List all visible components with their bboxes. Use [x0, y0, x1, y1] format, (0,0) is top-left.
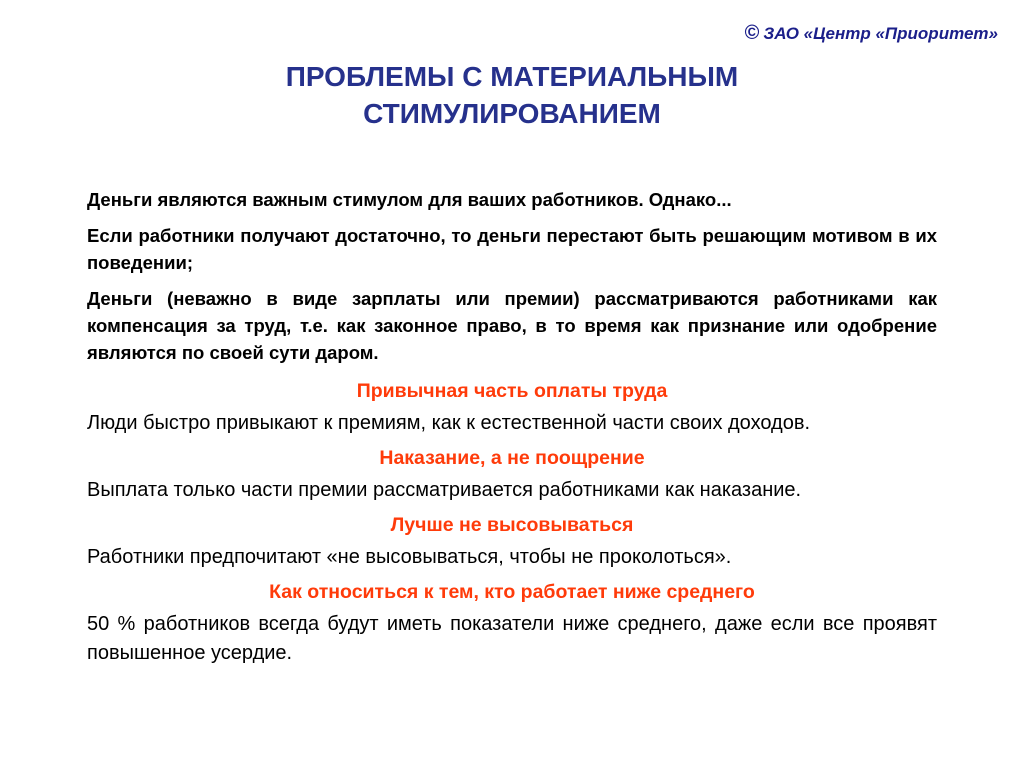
page-title-line-2: СТИМУЛИРОВАНИЕМ: [363, 98, 661, 129]
page-title: [0, 58, 1024, 132]
copyright-notice: [745, 22, 998, 45]
section-heading-below-average: Как относиться к тем, кто работает ниже среднего: [269, 581, 755, 603]
intro-paragraph-1: Деньги являются важным стимулом для ваших работников. Однако...: [87, 189, 732, 210]
section-text-below-average: 50 % работников всегда будут иметь показатели ниже среднего, даже если все проявят повышенное усердие.: [87, 613, 937, 664]
section-heading-habit: Привычная часть оплаты труда: [356, 380, 668, 402]
section-heading-punishment: Наказание, а не поощрение: [379, 447, 645, 469]
section-text-habit: Люди быстро привыкают к премиям, как к естественной части своих доходов.: [87, 412, 811, 434]
section-heading-stay-low: Лучше не высовываться: [390, 514, 634, 536]
section-text-stay-low: Работники предпочитают «не высовываться, чтобы не проколоться».: [87, 546, 732, 568]
intro-paragraph-2: Если работники получают достаточно, то деньги перестают быть решающим мотивом в их поведении;: [87, 225, 937, 273]
page-title-line-1: ПРОБЛЕМЫ С МАТЕРИАЛЬНЫМ: [285, 61, 739, 92]
slide-body: [87, 186, 937, 675]
copyright-text: ЗАО «Центр «Приоритет»: [763, 24, 998, 43]
intro-paragraph-3: Деньги (неважно в виде зарплаты или премии) рассматриваются работниками как компенсация за труд, т.е. как законное право, в то время как признание или одобрение являются по своей сути даром.: [87, 288, 937, 363]
copyright-symbol: ©: [744, 22, 760, 44]
section-text-punishment: Выплата только части премии рассматривается работниками как наказание.: [87, 479, 802, 501]
